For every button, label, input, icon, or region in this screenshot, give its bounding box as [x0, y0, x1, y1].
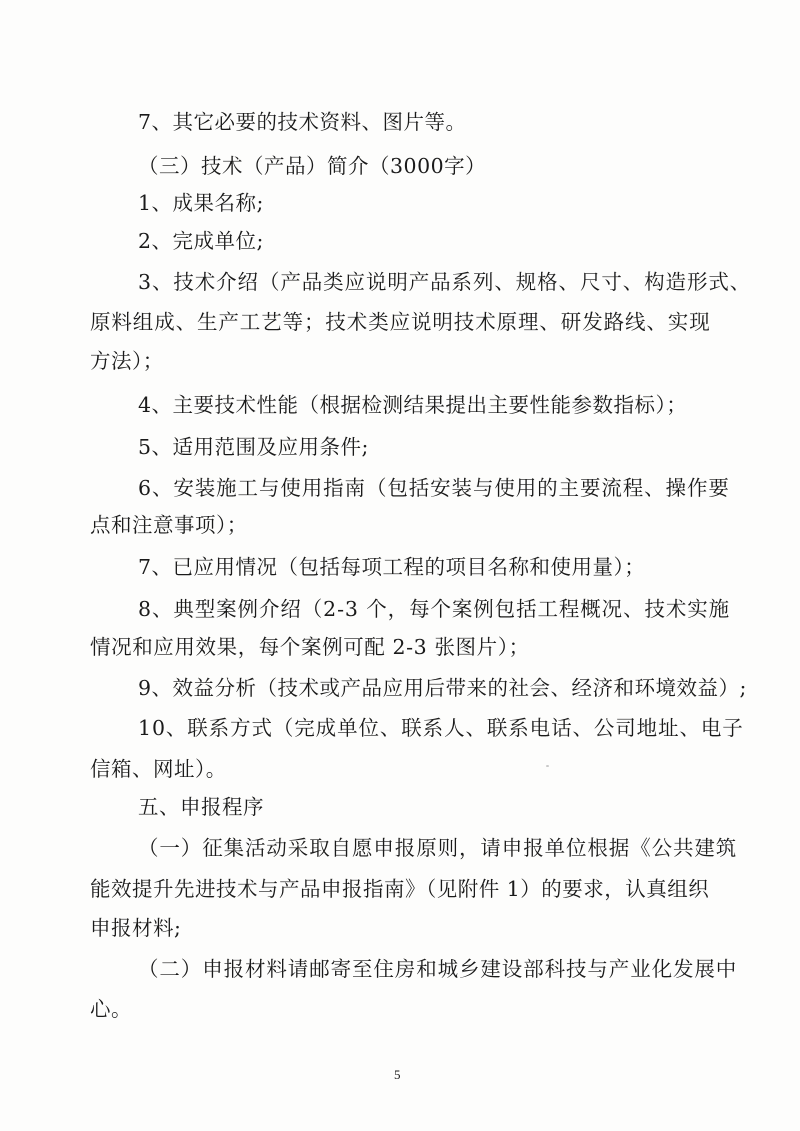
item-8-case-studies-line-2: 情况和应用效果，每个案例可配 2-3 张图片）；	[90, 635, 530, 659]
item-7-other-materials: 7、其它必要的技术资料、图片等。	[138, 110, 467, 134]
item-3-technical-intro-line-2: 原料组成、生产工艺等；技术类应说明技术原理、研发路线、实现	[90, 310, 711, 334]
scan-speck	[546, 765, 549, 767]
procedure-1-line-1: （一）征集活动采取自愿申报原则，请申报单位根据《公共建筑	[138, 836, 738, 860]
item-5-scope: 5、适用范围及应用条件;	[138, 435, 369, 459]
item-3-technical-intro-line-3: 方法）；	[90, 349, 164, 373]
item-8-case-studies-line-1: 8、典型案例介绍（2-3 个，每个案例包括工程概况、技术实施	[138, 597, 731, 621]
section-5-heading: 五、申报程序	[138, 795, 264, 819]
item-6-installation-line-2: 点和注意事项）；	[90, 513, 248, 537]
item-6-installation-line-1: 6、安装施工与使用指南（包括安装与使用的主要流程、操作要	[138, 476, 730, 500]
procedure-2-line-1: （二）申报材料请邮寄至住房和城乡建设部科技与产业化发展中	[138, 957, 738, 981]
procedure-2-line-2: 心。	[90, 997, 132, 1021]
item-3-technical-intro-line-1: 3、技术介绍（产品类应说明产品系列、规格、尺寸、构造形式、	[138, 270, 752, 294]
procedure-1-line-2: 能效提升先进技术与产品申报指南》（见附件 1）的要求，认真组织	[90, 877, 710, 901]
page-number: 5	[394, 1067, 401, 1082]
section-3-heading: （三）技术（产品）简介（3000字）	[138, 154, 487, 178]
item-9-benefit-analysis: 9、效益分析（技术或产品应用后带来的社会、经济和环境效益）;	[138, 676, 747, 700]
item-10-contact-line-1: 10、联系方式（完成单位、联系人、联系电话、公司地址、电子	[138, 716, 744, 740]
procedure-1-line-3: 申报材料;	[90, 916, 182, 940]
item-2-completing-unit: 2、完成单位;	[138, 229, 264, 253]
item-10-contact-line-2: 信箱、网址）。	[90, 757, 227, 781]
item-1-achievement-name: 1、成果名称;	[138, 191, 264, 215]
item-4-performance: 4、主要技术性能（根据检测结果提出主要性能参数指标）；	[138, 393, 688, 417]
item-7-applications: 7、已应用情况（包括每项工程的项目名称和使用量）；	[138, 555, 646, 579]
